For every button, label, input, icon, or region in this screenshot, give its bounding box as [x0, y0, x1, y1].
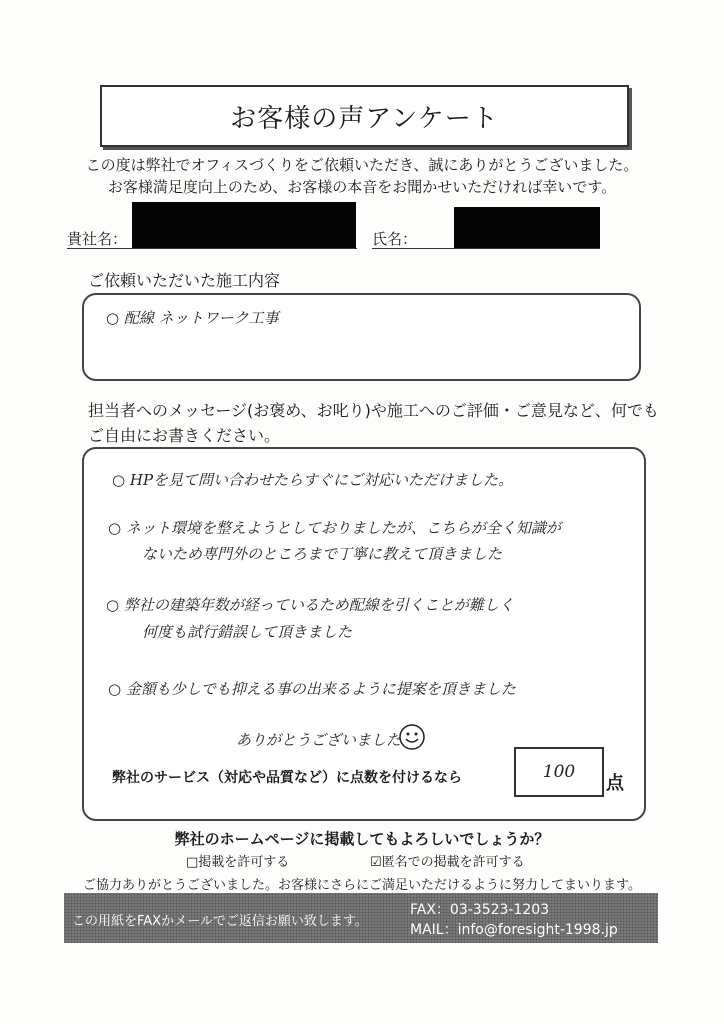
score-value: 100 — [542, 762, 576, 782]
message-line: 何度も試行錯誤して頂きました — [142, 623, 353, 641]
page-title-text: お客様の声アンケート — [230, 103, 499, 134]
publish-option-anonymous[interactable]: ☑匿名での掲載を許可する — [370, 855, 525, 870]
intro-line-1: この度は弊社でオフィスづくりをご依頼いただき、誠にありがとうございました。 — [85, 156, 639, 174]
message-box — [82, 447, 646, 821]
footer-mail: MAIL：info@foresight-1998.jp — [410, 922, 618, 938]
message-line: ○ 金額も少しでも抑える事の出来るように提案を頂きました — [108, 680, 516, 698]
footer-reply: この用紙をFAXかメールでご返信お願い致します。 — [72, 914, 368, 929]
work-heading: ご依頼いただいた施工内容 — [88, 271, 281, 290]
smiley-icon — [398, 723, 426, 751]
score-box — [514, 747, 604, 797]
footer-fax: FAX：03-3523-1203 — [410, 902, 550, 918]
intro-line-2: お客様満足度向上のため、お客様の本音をお聞かせいただければ幸いです。 — [107, 178, 617, 196]
message-line: ○ HPを見て問い合わせたらすぐにご対応いただけました。 — [112, 471, 514, 489]
work-answer: ○ 配線 ネットワーク工事 — [106, 309, 279, 327]
message-heading-line-1: 担当者へのメッセージ(お褒め、お叱り)や施工へのご評価・ご意見など、何でも — [88, 401, 659, 420]
score-unit: 点 — [606, 773, 624, 794]
thanks-line: ご協力ありがとうございました。お客様にさらにご満足いただけるように努力してまいります。 — [83, 878, 641, 893]
message-line: ないため専門外のところまで丁寧に教えて頂きました — [142, 545, 503, 563]
publish-option-allow[interactable]: □掲載を許可する — [186, 855, 290, 870]
message-line: ありがとうございました — [236, 731, 402, 749]
company-redaction — [132, 202, 356, 248]
name-label: 氏名： — [372, 230, 418, 248]
page-title — [100, 85, 629, 147]
message-line: ○ 弊社の建築年数が経っているため配線を引くことが難しく — [106, 596, 514, 614]
footer-bar — [64, 893, 658, 943]
work-answer-box — [82, 293, 641, 381]
message-heading-line-2: ご自由にお書きください。 — [88, 426, 281, 445]
score-prompt: 弊社のサービス（対応や品質など）に点数を付けるなら — [112, 770, 462, 786]
publish-question: 弊社のホームページに掲載してもよろしいでしょうか？ — [174, 830, 550, 848]
message-line: ○ ネット環境を整えようとしておりましたが、こちらが全く知識が — [108, 519, 561, 537]
name-redaction — [454, 207, 600, 248]
company-label: 貴社名： — [67, 230, 128, 248]
